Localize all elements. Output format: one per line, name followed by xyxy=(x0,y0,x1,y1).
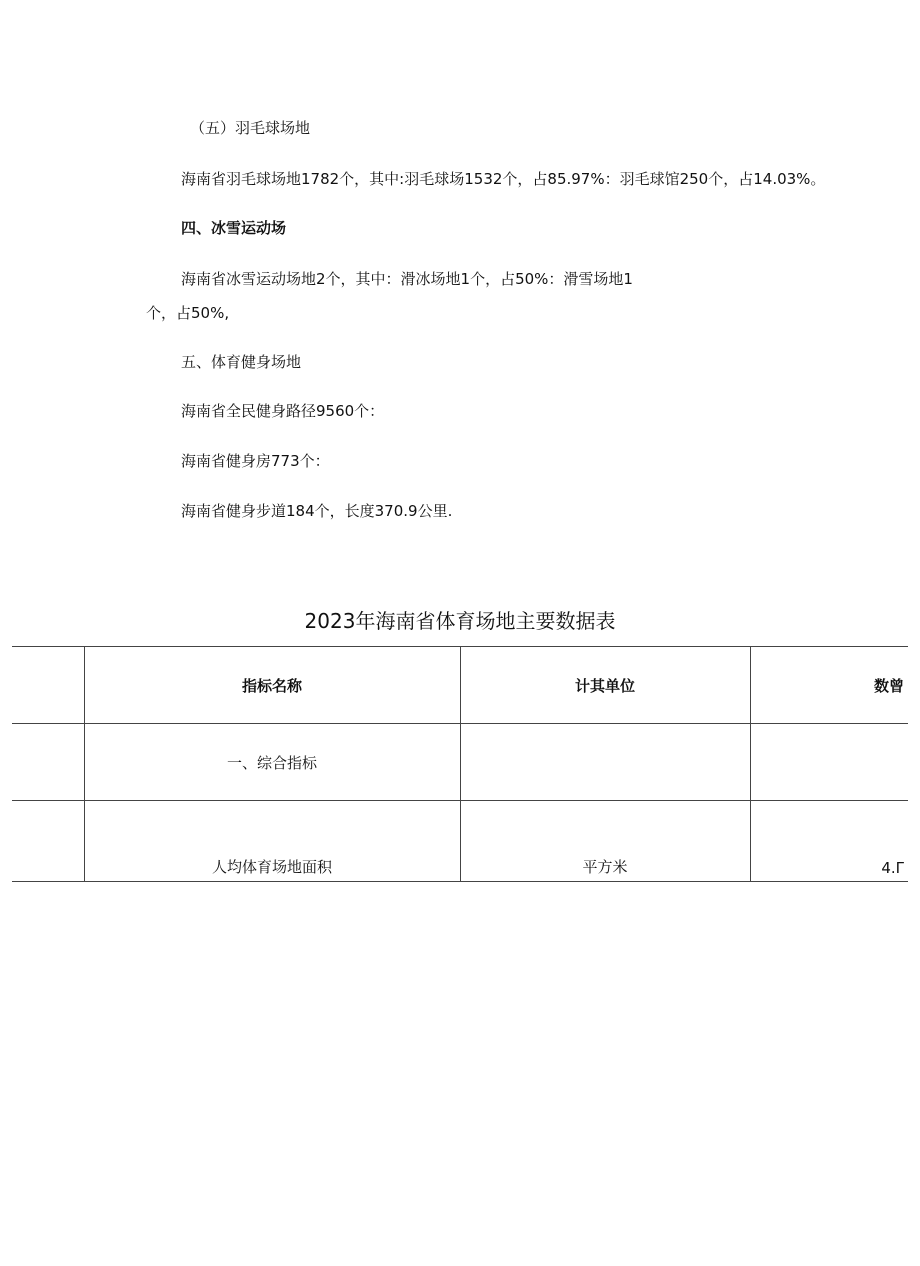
section-heading-ice-snow: 四、冰雪运动场 xyxy=(181,219,287,237)
paragraph-fitness-paths: 海南省全民健身路径9560个： xyxy=(181,402,385,420)
section-heading-badminton: （五）羽毛球场地 xyxy=(190,119,311,137)
paragraph-gyms: 海南省健身房773个： xyxy=(181,452,330,470)
table-row xyxy=(12,724,908,801)
table-cell xyxy=(750,724,908,801)
table-cell xyxy=(12,724,84,801)
header-cell-unit: 计其单位 xyxy=(460,647,750,724)
table-cell xyxy=(12,801,84,882)
table-row xyxy=(12,801,908,882)
paragraph-trails: 海南省健身步道184个，长度370.9公里. xyxy=(181,502,453,520)
table-cell xyxy=(460,724,750,801)
paragraph-badminton: 海南省羽毛球场地1782个，其中:羽毛球场1532个，占85.97%：羽毛球馆250个，占14.03%。 xyxy=(181,170,826,188)
section-heading-fitness: 五、体育健身场地 xyxy=(181,353,302,371)
paragraph-ice-snow-line2: 个，占50%, xyxy=(146,304,230,322)
table-title: 2023年海南省体育场地主要数据表 xyxy=(304,609,616,633)
table-cell: 人均体育场地面积 xyxy=(84,801,460,882)
header-cell-value: 数曾 xyxy=(750,647,908,724)
table-cell: 4.Γ xyxy=(750,801,908,882)
table-header-row xyxy=(12,647,908,724)
data-table xyxy=(12,646,908,882)
table-cell: 一、综合指标 xyxy=(84,724,460,801)
paragraph-ice-snow-line1: 海南省冰雪运动场地2个，其中：滑冰场地1个，占50%：滑雪场地1 xyxy=(181,270,633,288)
header-cell-blank xyxy=(12,647,84,724)
table-cell: 平方米 xyxy=(460,801,750,882)
header-cell-indicator: 指标名称 xyxy=(84,647,460,724)
